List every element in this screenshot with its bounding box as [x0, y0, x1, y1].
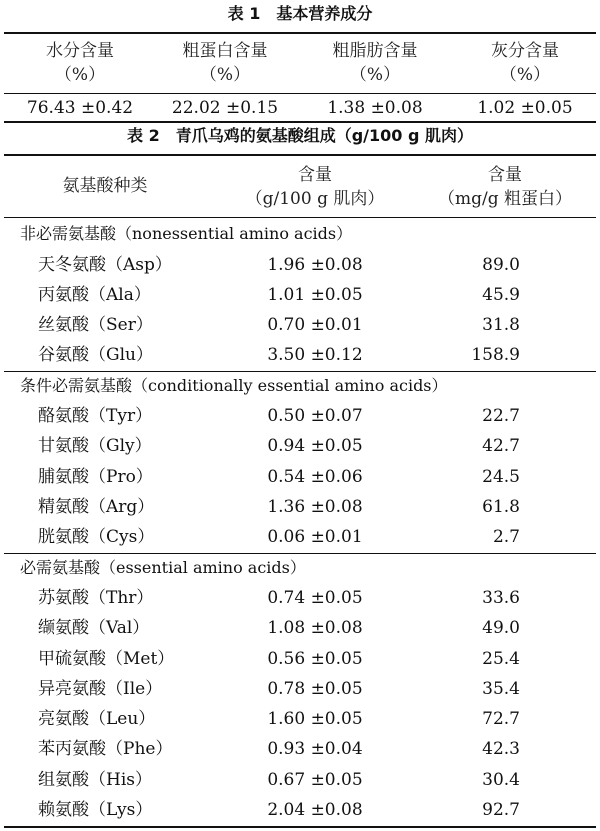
amino-protein: 35.4 — [482, 679, 520, 699]
table2-bottom-rule — [4, 826, 596, 828]
amino-protein: 45.9 — [482, 285, 520, 305]
amino-content: 0.06 ±0.01 — [267, 527, 363, 547]
amino-protein: 33.6 — [482, 588, 520, 608]
amino-content: 1.36 ±0.08 — [267, 497, 363, 517]
amino-name: 谷氨酸（Glu） — [38, 345, 153, 365]
amino-name: 胱氨酸（Cys） — [38, 527, 155, 547]
amino-name: 异亮氨酸（Ile） — [38, 679, 163, 699]
section-title-nonessential: 非必需氨基酸（nonessential amino acids） — [20, 224, 353, 243]
amino-name: 甲硫氨酸（Met） — [38, 649, 175, 669]
amino-name: 组氨酸（His） — [38, 770, 152, 790]
amino-protein: 2.7 — [492, 527, 520, 547]
table2-top-rule — [4, 154, 596, 156]
table1-bottom-rule — [4, 121, 596, 123]
amino-name: 脯氨酸（Pro） — [38, 467, 153, 487]
amino-content: 0.70 ±0.01 — [267, 315, 363, 335]
amino-content: 3.50 ±0.12 — [267, 345, 363, 365]
amino-content: 0.74 ±0.05 — [267, 588, 363, 608]
table1-value-ash: 1.02 ±0.05 — [477, 98, 573, 118]
table2-header-protein: 含量 — [488, 165, 522, 185]
amino-content: 1.60 ±0.05 — [267, 709, 363, 729]
amino-content: 0.56 ±0.05 — [267, 649, 363, 669]
table1-value-protein: 22.02 ±0.15 — [171, 98, 279, 118]
amino-name: 精氨酸（Arg） — [38, 497, 155, 517]
amino-name: 亮氨酸（Leu） — [38, 709, 156, 729]
amino-name: 丝氨酸（Ser） — [38, 315, 153, 335]
amino-name: 甘氨酸（Gly） — [38, 436, 152, 456]
amino-protein: 24.5 — [482, 467, 520, 487]
amino-name: 缬氨酸（Val） — [38, 618, 150, 638]
amino-protein: 30.4 — [482, 770, 520, 790]
amino-protein: 22.7 — [482, 406, 520, 426]
amino-content: 2.04 ±0.08 — [267, 800, 363, 820]
table1-header-protein-unit: （%） — [199, 65, 251, 85]
amino-content: 0.78 ±0.05 — [267, 679, 363, 699]
section-divider — [4, 553, 596, 554]
table1-header-ash: 灰分含量 — [491, 41, 559, 61]
amino-protein: 42.7 — [482, 436, 520, 456]
table1-mid-rule — [4, 93, 596, 94]
amino-content: 1.08 ±0.08 — [267, 618, 363, 638]
amino-protein: 61.8 — [482, 497, 520, 517]
table1-value-moisture: 76.43 ±0.42 — [26, 98, 134, 118]
amino-content: 1.01 ±0.05 — [267, 285, 363, 305]
amino-name: 苯丙氨酸（Phe） — [38, 739, 173, 759]
table2-header-rule — [4, 217, 596, 218]
table1-header-moisture: 水分含量 — [46, 41, 114, 61]
table2-header-content: 含量 — [298, 165, 332, 185]
amino-protein: 25.4 — [482, 649, 520, 669]
amino-name: 酪氨酸（Tyr） — [38, 406, 153, 426]
table1-header-moisture-unit: （%） — [54, 65, 106, 85]
section-divider — [4, 371, 596, 372]
amino-content: 0.50 ±0.07 — [267, 406, 363, 426]
table1-top-rule — [4, 32, 596, 34]
table2-header-protein-unit: （mg/g 粗蛋白） — [437, 189, 573, 209]
amino-protein: 89.0 — [482, 255, 520, 275]
table2-header-content-unit: （g/100 g 肌肉） — [245, 189, 385, 209]
amino-name: 丙氨酸（Ala） — [38, 285, 151, 305]
amino-name: 苏氨酸（Thr） — [38, 588, 154, 608]
amino-content: 1.96 ±0.08 — [267, 255, 363, 275]
section-title-essential: 必需氨基酸（essential amino acids） — [20, 558, 306, 577]
table1-value-fat: 1.38 ±0.08 — [327, 98, 423, 118]
amino-content: 0.93 ±0.04 — [267, 739, 363, 759]
amino-protein: 158.9 — [471, 345, 520, 365]
table1-title: 表 1 基本营养成分 — [227, 4, 373, 23]
amino-protein: 92.7 — [482, 800, 520, 820]
table1-header-ash-unit: （%） — [499, 65, 551, 85]
table1-header-fat: 粗脂肪含量 — [332, 41, 418, 61]
amino-name: 天冬氨酸（Asp） — [38, 255, 172, 275]
amino-content: 0.67 ±0.05 — [267, 770, 363, 790]
table2-header-amino-type: 氨基酸种类 — [62, 176, 148, 196]
amino-name: 赖氨酸（Lys） — [38, 800, 153, 820]
amino-protein: 72.7 — [482, 709, 520, 729]
amino-protein: 31.8 — [482, 315, 520, 335]
amino-content: 0.94 ±0.05 — [267, 436, 363, 456]
table1-header-protein: 粗蛋白含量 — [182, 41, 268, 61]
amino-content: 0.54 ±0.06 — [267, 467, 363, 487]
table1-header-fat-unit: （%） — [349, 65, 401, 85]
amino-protein: 49.0 — [482, 618, 520, 638]
section-title-conditional: 条件必需氨基酸（conditionally essential amino acids） — [20, 376, 448, 395]
amino-protein: 42.3 — [482, 739, 520, 759]
table2-title: 表 2 青爪乌鸡的氨基酸组成（g/100 g 肌肉） — [127, 126, 473, 145]
